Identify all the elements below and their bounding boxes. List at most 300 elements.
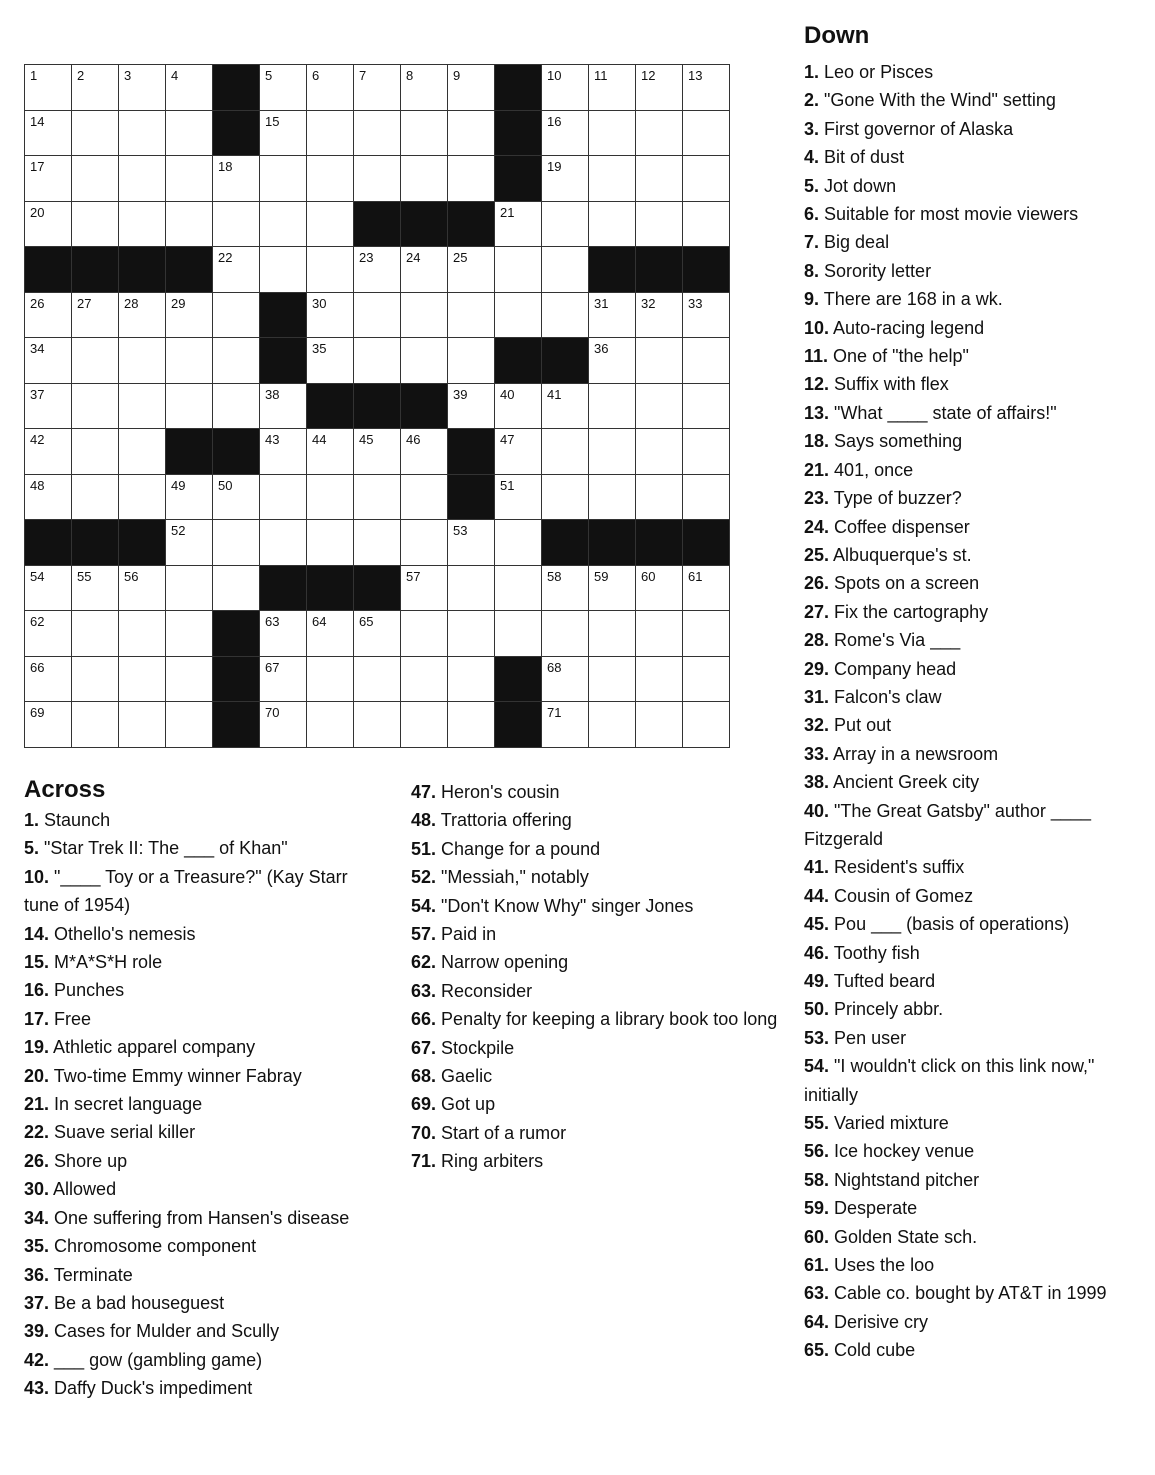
- grid-cell[interactable]: [260, 247, 307, 293]
- grid-cell[interactable]: [213, 520, 260, 566]
- grid-cell[interactable]: [72, 156, 119, 202]
- grid-cell[interactable]: [683, 65, 730, 111]
- cell-number: 12: [641, 68, 656, 83]
- cell-number: 31: [594, 295, 609, 311]
- grid-cell[interactable]: [401, 247, 448, 293]
- clue-number: 48.: [411, 810, 437, 831]
- clue-number: 42.: [24, 1349, 50, 1370]
- grid-row: [25, 383, 730, 429]
- clue-text: Golden State sch.: [834, 1226, 978, 1247]
- clue-item: [411, 920, 779, 948]
- grid-cell[interactable]: [401, 65, 448, 111]
- clue-number: 21.: [24, 1094, 50, 1115]
- grid-cell[interactable]: [354, 702, 401, 748]
- grid-cell[interactable]: [166, 110, 213, 156]
- grid-cell[interactable]: [72, 65, 119, 111]
- clue-item: [24, 1175, 384, 1203]
- clue-number: 44.: [804, 885, 830, 906]
- grid-cell[interactable]: [307, 656, 354, 702]
- grid-cell[interactable]: [448, 338, 495, 384]
- grid-cell[interactable]: [683, 383, 730, 429]
- grid-cell[interactable]: [495, 611, 542, 657]
- grid-cell[interactable]: [119, 156, 166, 202]
- grid-cell[interactable]: [354, 474, 401, 520]
- clue-item: [804, 626, 1144, 654]
- grid-cell[interactable]: [495, 247, 542, 293]
- grid-cell[interactable]: [119, 201, 166, 247]
- grid-cell[interactable]: [542, 247, 589, 293]
- grid-cell[interactable]: [636, 110, 683, 156]
- cell-number: 24: [406, 250, 421, 265]
- grid-cell[interactable]: [542, 110, 589, 156]
- clue-item: [804, 1336, 1144, 1364]
- clue-text: Penalty for keeping a library book too long: [441, 1009, 778, 1030]
- grid-cell[interactable]: [448, 702, 495, 748]
- clue-text: Princely abbr.: [834, 999, 944, 1020]
- grid-cell[interactable]: [683, 156, 730, 202]
- grid-cell[interactable]: [401, 338, 448, 384]
- clue-text: Free: [54, 1008, 92, 1029]
- grid-cell[interactable]: [448, 110, 495, 156]
- cell-number: 46: [406, 432, 421, 447]
- grid-cell[interactable]: [354, 292, 401, 338]
- grid-cell[interactable]: [260, 383, 307, 429]
- grid-cell[interactable]: [589, 201, 636, 247]
- grid-cell[interactable]: [166, 292, 213, 338]
- cell-number: 25: [453, 250, 468, 265]
- grid-cell[interactable]: [495, 429, 542, 475]
- black-square: [25, 520, 72, 566]
- grid-cell[interactable]: [683, 338, 730, 384]
- grid-cell[interactable]: [589, 65, 636, 111]
- grid-cell[interactable]: [307, 702, 354, 748]
- grid-cell[interactable]: [636, 656, 683, 702]
- grid-cell[interactable]: [683, 110, 730, 156]
- clue-number: 40.: [804, 800, 830, 821]
- grid-cell[interactable]: [213, 201, 260, 247]
- grid-cell[interactable]: [448, 383, 495, 429]
- grid-cell[interactable]: [25, 292, 72, 338]
- black-square: [589, 247, 636, 293]
- grid-cell[interactable]: [636, 338, 683, 384]
- grid-cell[interactable]: [636, 429, 683, 475]
- clue-number: 43.: [24, 1378, 50, 1399]
- clue-number: 26.: [24, 1150, 50, 1171]
- clue-number: 20.: [24, 1065, 50, 1086]
- cell-number: 6: [312, 68, 320, 83]
- grid-cell[interactable]: [495, 520, 542, 566]
- grid-cell[interactable]: [401, 474, 448, 520]
- grid-cell[interactable]: [72, 565, 119, 611]
- grid-cell[interactable]: [542, 292, 589, 338]
- clue-number: 63.: [411, 980, 437, 1001]
- grid-cell[interactable]: [119, 338, 166, 384]
- grid-cell[interactable]: [354, 656, 401, 702]
- clue-text: Nightstand pitcher: [834, 1169, 980, 1190]
- grid-cell[interactable]: [72, 201, 119, 247]
- grid-cell[interactable]: [213, 247, 260, 293]
- grid-cell[interactable]: [354, 156, 401, 202]
- grid-cell[interactable]: [25, 338, 72, 384]
- grid-cell[interactable]: [354, 611, 401, 657]
- grid-cell[interactable]: [636, 474, 683, 520]
- grid-cell[interactable]: [354, 247, 401, 293]
- clue-item: [804, 314, 1144, 342]
- grid-cell[interactable]: [119, 702, 166, 748]
- grid-cell[interactable]: [307, 292, 354, 338]
- clue-item: [411, 1090, 779, 1118]
- grid-cell[interactable]: [166, 338, 213, 384]
- grid-cell[interactable]: [542, 611, 589, 657]
- clue-item: [804, 569, 1144, 597]
- grid-cell[interactable]: [542, 65, 589, 111]
- grid-cell[interactable]: [589, 338, 636, 384]
- grid-cell[interactable]: [25, 474, 72, 520]
- clue-number: 31.: [804, 686, 830, 707]
- grid-cell[interactable]: [354, 338, 401, 384]
- grid-cell[interactable]: [683, 565, 730, 611]
- clue-item: [411, 892, 779, 920]
- cell-number: 26: [30, 295, 45, 311]
- grid-cell[interactable]: [448, 520, 495, 566]
- grid-cell[interactable]: [25, 429, 72, 475]
- cell-number: 71: [547, 705, 562, 720]
- cell-number: 62: [30, 614, 45, 629]
- cell-number: 3: [124, 68, 132, 83]
- grid-cell[interactable]: [401, 156, 448, 202]
- grid-cell[interactable]: [401, 656, 448, 702]
- clue-text: Heron's cousin: [441, 782, 560, 802]
- clue-text: "____ Toy or a Treasure?" (Kay Starr tune of 1954): [24, 866, 348, 916]
- black-square: [260, 338, 307, 384]
- grid-cell[interactable]: [166, 611, 213, 657]
- cell-number: 44: [312, 432, 327, 447]
- grid-cell[interactable]: [354, 110, 401, 156]
- grid-cell[interactable]: [260, 520, 307, 566]
- clue-text: Cousin of Gomez: [834, 885, 974, 906]
- grid-cell[interactable]: [119, 65, 166, 111]
- grid-cell[interactable]: [401, 429, 448, 475]
- clue-number: 7.: [804, 232, 820, 253]
- grid-cell[interactable]: [448, 565, 495, 611]
- clue-number: 65.: [804, 1340, 830, 1361]
- grid-cell[interactable]: [636, 156, 683, 202]
- grid-cell[interactable]: [307, 429, 354, 475]
- grid-cell[interactable]: [401, 292, 448, 338]
- grid-cell[interactable]: [72, 292, 119, 338]
- grid-cell[interactable]: [636, 702, 683, 748]
- grid-cell[interactable]: [119, 110, 166, 156]
- grid-cell[interactable]: [213, 338, 260, 384]
- clue-number: 13.: [804, 402, 830, 423]
- clue-text: Coffee dispenser: [834, 516, 970, 537]
- cell-number: 47: [500, 432, 515, 447]
- clue-text: Gaelic: [441, 1066, 493, 1087]
- cell-number: 50: [218, 477, 233, 493]
- grid-cell[interactable]: [542, 702, 589, 748]
- clue-item: [24, 1374, 384, 1402]
- clue-item: [804, 342, 1144, 370]
- grid-cell[interactable]: [166, 65, 213, 111]
- clue-item: [411, 806, 779, 834]
- grid-cell[interactable]: [25, 611, 72, 657]
- grid-cell[interactable]: [72, 338, 119, 384]
- grid-cell[interactable]: [636, 611, 683, 657]
- grid-cell[interactable]: [495, 383, 542, 429]
- grid-cell[interactable]: [542, 474, 589, 520]
- grid-cell[interactable]: [589, 156, 636, 202]
- black-square: [495, 110, 542, 156]
- grid-cell[interactable]: [260, 110, 307, 156]
- grid-cell[interactable]: [495, 201, 542, 247]
- grid-cell[interactable]: [166, 156, 213, 202]
- cell-number: 58: [547, 568, 562, 584]
- grid-cell[interactable]: [589, 383, 636, 429]
- grid-cell[interactable]: [166, 383, 213, 429]
- grid-cell[interactable]: [683, 292, 730, 338]
- grid-cell[interactable]: [448, 656, 495, 702]
- clue-item: [804, 285, 1144, 313]
- grid-cell[interactable]: [354, 429, 401, 475]
- grid-cell[interactable]: [166, 702, 213, 748]
- clue-text: "I wouldn't click on this link now," initially: [804, 1056, 1095, 1105]
- grid-cell[interactable]: [307, 247, 354, 293]
- grid-cell[interactable]: [307, 110, 354, 156]
- clue-item: [804, 1308, 1144, 1336]
- black-square: [119, 520, 166, 566]
- grid-cell[interactable]: [213, 156, 260, 202]
- clue-item: [804, 910, 1144, 938]
- grid-cell[interactable]: [401, 611, 448, 657]
- grid-cell[interactable]: [683, 611, 730, 657]
- grid-cell[interactable]: [307, 474, 354, 520]
- grid-cell[interactable]: [213, 383, 260, 429]
- clue-number: 27.: [804, 601, 830, 622]
- clue-number: 53.: [804, 1027, 830, 1048]
- cell-number: 56: [124, 568, 139, 584]
- clue-text: Trattoria offering: [440, 810, 572, 831]
- grid-cell[interactable]: [72, 110, 119, 156]
- grid-cell[interactable]: [589, 611, 636, 657]
- grid-cell[interactable]: [354, 65, 401, 111]
- grid-row: [25, 702, 730, 748]
- clue-number: 45.: [804, 914, 830, 935]
- clue-text: Start of a rumor: [441, 1122, 567, 1143]
- grid-cell[interactable]: [25, 201, 72, 247]
- clue-text: Suitable for most movie viewers: [824, 204, 1079, 225]
- grid-cell[interactable]: [166, 201, 213, 247]
- cell-number: 45: [359, 432, 374, 447]
- clue-text: Ice hockey venue: [834, 1141, 975, 1162]
- grid-cell[interactable]: [260, 156, 307, 202]
- grid-cell[interactable]: [72, 702, 119, 748]
- grid-cell[interactable]: [495, 474, 542, 520]
- grid-cell[interactable]: [166, 565, 213, 611]
- grid-cell[interactable]: [589, 474, 636, 520]
- grid-cell[interactable]: [25, 383, 72, 429]
- grid-cell[interactable]: [589, 292, 636, 338]
- clue-number: 36.: [24, 1264, 50, 1285]
- grid-cell[interactable]: [495, 565, 542, 611]
- clue-number: 41.: [804, 857, 830, 878]
- cell-number: 57: [406, 568, 421, 584]
- grid-cell[interactable]: [166, 520, 213, 566]
- grid-cell[interactable]: [542, 429, 589, 475]
- clue-text: Got up: [441, 1094, 496, 1115]
- clue-text: Sorority letter: [824, 260, 932, 281]
- grid-cell[interactable]: [307, 201, 354, 247]
- clue-item: [24, 834, 384, 862]
- clue-number: 26.: [804, 573, 830, 594]
- grid-cell[interactable]: [307, 338, 354, 384]
- cell-number: 21: [500, 204, 515, 220]
- grid-cell[interactable]: [260, 429, 307, 475]
- grid-cell[interactable]: [683, 429, 730, 475]
- grid-cell[interactable]: [72, 383, 119, 429]
- clue-number: 52.: [411, 867, 437, 888]
- grid-cell[interactable]: [495, 292, 542, 338]
- clue-text: Cable co. bought by AT&T in 1999: [834, 1283, 1107, 1304]
- grid-cell[interactable]: [119, 474, 166, 520]
- grid-cell[interactable]: [260, 201, 307, 247]
- clue-number: 69.: [411, 1094, 437, 1115]
- grid-cell[interactable]: [589, 702, 636, 748]
- grid-cell[interactable]: [119, 611, 166, 657]
- clue-text: Athletic apparel company: [53, 1037, 256, 1058]
- grid-cell[interactable]: [683, 656, 730, 702]
- grid-cell[interactable]: [260, 65, 307, 111]
- grid-cell[interactable]: [448, 611, 495, 657]
- grid-cell[interactable]: [25, 656, 72, 702]
- grid-cell[interactable]: [401, 520, 448, 566]
- grid-cell[interactable]: [307, 611, 354, 657]
- grid-cell[interactable]: [25, 156, 72, 202]
- grid-cell[interactable]: [260, 474, 307, 520]
- grid-cell[interactable]: [589, 110, 636, 156]
- clue-item: [24, 863, 384, 920]
- grid-cell[interactable]: [354, 520, 401, 566]
- grid-cell[interactable]: [166, 656, 213, 702]
- grid-cell[interactable]: [589, 565, 636, 611]
- grid-cell[interactable]: [119, 292, 166, 338]
- grid-cell[interactable]: [636, 565, 683, 611]
- clue-number: 25.: [804, 544, 830, 565]
- clue-item: [804, 768, 1144, 796]
- grid-cell[interactable]: [307, 156, 354, 202]
- grid-cell[interactable]: [260, 702, 307, 748]
- grid-row: [25, 520, 730, 566]
- black-square: [213, 65, 260, 111]
- grid-cell[interactable]: [589, 429, 636, 475]
- clue-number: 70.: [411, 1122, 437, 1143]
- grid-cell[interactable]: [307, 520, 354, 566]
- grid-cell[interactable]: [448, 247, 495, 293]
- grid-cell[interactable]: [448, 156, 495, 202]
- clue-item: [804, 399, 1144, 427]
- clue-item: [804, 484, 1144, 512]
- cell-number: 1: [30, 68, 38, 83]
- grid-cell[interactable]: [683, 702, 730, 748]
- grid-cell[interactable]: [25, 702, 72, 748]
- cell-number: 36: [594, 341, 609, 356]
- grid-cell[interactable]: [448, 292, 495, 338]
- grid-cell[interactable]: [448, 65, 495, 111]
- clue-text: "The Great Gatsby" author ____ Fitzgerald: [804, 800, 1091, 849]
- grid-cell[interactable]: [307, 65, 354, 111]
- clue-text: Falcon's claw: [834, 686, 942, 707]
- grid-cell[interactable]: [542, 383, 589, 429]
- grid-cell[interactable]: [636, 65, 683, 111]
- clue-number: 21.: [804, 459, 830, 480]
- black-square: [448, 474, 495, 520]
- cell-number: 38: [265, 386, 280, 402]
- grid-cell[interactable]: [542, 201, 589, 247]
- clue-item: [24, 806, 384, 834]
- grid-row: [25, 474, 730, 520]
- grid-cell[interactable]: [683, 201, 730, 247]
- clue-item: [804, 1052, 1144, 1109]
- black-square: [495, 656, 542, 702]
- grid-cell[interactable]: [260, 611, 307, 657]
- grid-cell[interactable]: [72, 429, 119, 475]
- grid-cell[interactable]: [542, 656, 589, 702]
- grid-cell[interactable]: [213, 474, 260, 520]
- clue-text: Type of buzzer?: [833, 488, 962, 509]
- grid-row: [25, 611, 730, 657]
- clue-text: Reconsider: [441, 980, 533, 1001]
- grid-cell[interactable]: [401, 702, 448, 748]
- grid-cell[interactable]: [119, 383, 166, 429]
- grid-cell[interactable]: [260, 656, 307, 702]
- grid-row: [25, 156, 730, 202]
- clue-text: Shore up: [54, 1150, 128, 1171]
- grid-cell[interactable]: [25, 565, 72, 611]
- grid-cell[interactable]: [213, 565, 260, 611]
- black-square: [542, 520, 589, 566]
- clue-text: Uses the loo: [834, 1255, 935, 1276]
- grid-cell[interactable]: [636, 201, 683, 247]
- grid-cell[interactable]: [119, 656, 166, 702]
- grid-cell[interactable]: [636, 292, 683, 338]
- grid-cell[interactable]: [72, 474, 119, 520]
- grid-cell[interactable]: [401, 565, 448, 611]
- grid-cell[interactable]: [119, 429, 166, 475]
- clue-item: [411, 778, 779, 806]
- grid-cell[interactable]: [72, 611, 119, 657]
- grid-cell[interactable]: [589, 656, 636, 702]
- black-square: [119, 247, 166, 293]
- black-square: [213, 429, 260, 475]
- grid-cell[interactable]: [25, 65, 72, 111]
- grid-cell[interactable]: [25, 110, 72, 156]
- grid-cell[interactable]: [72, 656, 119, 702]
- clue-text: One of "the help": [833, 346, 969, 367]
- clue-number: 11.: [804, 346, 829, 367]
- grid-cell[interactable]: [119, 565, 166, 611]
- grid-cell[interactable]: [542, 565, 589, 611]
- clue-text: Jot down: [824, 175, 897, 196]
- across-clue-list-continued: [411, 778, 779, 1176]
- clue-item: [24, 920, 384, 948]
- grid-cell[interactable]: [166, 474, 213, 520]
- grid-cell[interactable]: [636, 383, 683, 429]
- grid-cell[interactable]: [213, 292, 260, 338]
- grid-cell[interactable]: [683, 474, 730, 520]
- black-square: [354, 565, 401, 611]
- grid-cell[interactable]: [542, 156, 589, 202]
- clue-item: [804, 1024, 1144, 1052]
- grid-cell[interactable]: [401, 110, 448, 156]
